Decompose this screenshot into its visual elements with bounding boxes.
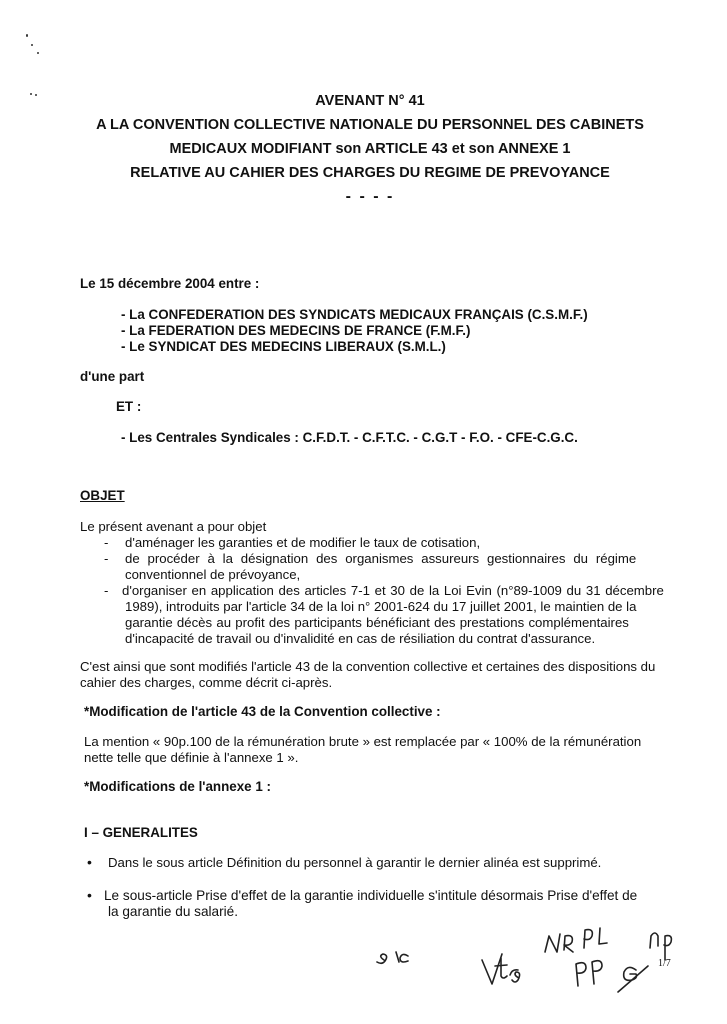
list-item-2-line-2: conventionnel de prévoyance, (125, 567, 301, 582)
list-dash: - (104, 551, 109, 566)
et-label: ET : (116, 399, 142, 414)
list-item-1-line-1: d'aménager les garanties et de modifier le taux de cotisation, (125, 535, 481, 550)
generalites-bullet-1: Dans le sous article Définition du personnel à garantir le dernier alinéa est supprimé. (108, 855, 602, 870)
list-item-3-line-1: d'organiser en application des articles 7-1 et 30 de la Loi Evin (n°89-1009 du 31 décembre (122, 583, 664, 598)
objet-heading: OBJET (80, 488, 125, 503)
signatory-1: - La CONFEDERATION DES SYNDICATS MEDICAUX FRANÇAIS (C.S.M.F.) (121, 307, 588, 322)
centrales-syndicales: - Les Centrales Syndicales : C.F.D.T. - C.F.T.C. - C.G.T - F.O. - CFE-C.G.C. (121, 430, 578, 445)
bullet-glyph: • (87, 887, 92, 903)
date-line: Le 15 décembre 2004 entre : (80, 276, 260, 291)
title-line-4: RELATIVE AU CAHIER DES CHARGES DU REGIME DE PREVOYANCE (130, 165, 610, 181)
modif-article-line-1: La mention « 90p.100 de la rémunération brute » est remplacée par « 100% de la rémunération (84, 734, 642, 749)
list-item-3-line-4: d'incapacité de travail ou d'invalidité en cas de résiliation du contrat d'assurance. (125, 631, 596, 646)
modif-article-heading: *Modification de l'article 43 de la Convention collective : (84, 704, 441, 719)
title-line-3: MEDICAUX MODIFIANT son ARTICLE 43 et son ANNEXE 1 (169, 141, 571, 157)
list-item-3-line-3: garantie décès au profit des participants bénéficiant des prestations complémentaires (125, 615, 629, 630)
objet-intro: Le présent avenant a pour objet (80, 519, 267, 534)
generalites-heading: I – GENERALITES (84, 825, 198, 840)
generalites-bullet-2-line-1: Le sous-article Prise d'effet de la garantie individuelle s'intitule désormais Prise d'effet de (104, 888, 638, 903)
title-line-1: AVENANT N° 41 (315, 93, 425, 109)
list-dash: - (104, 583, 109, 598)
list-item-3-line-2: 1989), introduits par l'article 34 de la loi n° 2001-624 du 17 juillet 2001, le maintien de la (125, 599, 637, 614)
objet-summary-line-2: cahier des charges, comme décrit ci-après. (80, 675, 333, 690)
objet-summary-line-1: C'est ainsi que sont modifiés l'article 43 de la convention collective et certaines des dispositions du (80, 659, 656, 674)
list-item-2-line-1: de procéder à la désignation des organismes assureurs gestionnaires du régime (125, 551, 637, 566)
modif-annexe-heading: *Modifications de l'annexe 1 : (84, 779, 271, 794)
list-dash: - (104, 535, 109, 550)
page-number: 1/7 (658, 958, 671, 969)
title-line-2: A LA CONVENTION COLLECTIVE NATIONALE DU PERSONNEL DES CABINETS (96, 117, 644, 133)
signatory-3: - Le SYNDICAT DES MEDECINS LIBERAUX (S.M.L.) (121, 339, 446, 354)
dune-part: d'une part (80, 369, 145, 384)
title-separator: - - - - (345, 188, 395, 205)
generalites-bullet-2-line-2: la garantie du salarié. (108, 904, 238, 919)
bullet-glyph: • (87, 854, 92, 870)
signatory-2: - La FEDERATION DES MEDECINS DE FRANCE (F.M.F.) (121, 323, 471, 338)
modif-article-line-2: nette telle que définie à l'annexe 1 ». (84, 750, 299, 765)
